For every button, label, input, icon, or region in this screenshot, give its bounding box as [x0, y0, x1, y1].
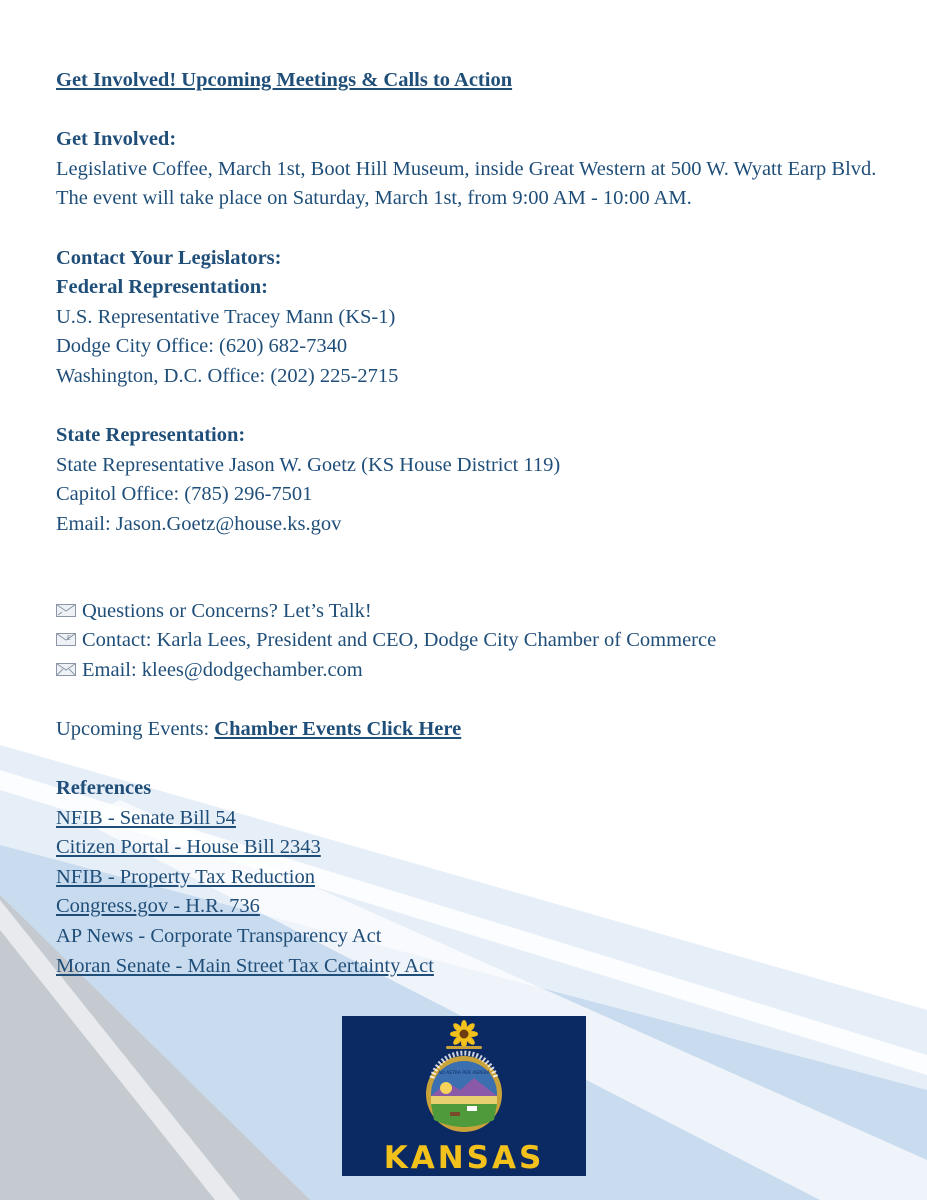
state-seal	[426, 1053, 502, 1132]
upcoming-events	[56, 715, 896, 745]
page-heading: Get Involved! Upcoming Meetings & Calls to Action	[56, 69, 513, 91]
contact-title: Contact Your Legislators:	[56, 246, 282, 269]
get-involved-text: Legislative Coffee, March 1st, Boot Hill Museum, inside Great Western at 500 W. Wyatt Earp Blvd. The event will take place on Saturday, March 1st, from 9:00 AM - 10:00 AM.	[56, 157, 877, 210]
kansas-flag	[342, 1016, 586, 1176]
reference-link-nfib-sb54[interactable]: NFIB - Senate Bill 54	[56, 806, 236, 829]
questions-text: Questions or Concerns? Let’s Talk!	[82, 599, 372, 622]
federal-dc-office: Washington, D.C. Office: (202) 225-2715	[56, 364, 399, 387]
contact-text: Contact: Karla Lees, President and CEO, Dodge City Chamber of Commerce	[82, 629, 717, 652]
references-title: References	[56, 777, 152, 800]
email-text: Email: klees@dodgechamber.com	[82, 658, 363, 681]
state-title: State Representation:	[56, 424, 246, 447]
reference-link-congress-hr736[interactable]: Congress.gov - H.R. 736	[56, 895, 260, 918]
get-involved-title: Get Involved:	[56, 128, 177, 151]
reference-link-nfib-property-tax[interactable]: NFIB - Property Tax Reduction	[56, 865, 315, 888]
sunflower-icon	[446, 1020, 482, 1049]
state-capitol-office: Capitol Office: (785) 296-7501	[56, 483, 313, 506]
federal-rep: U.S. Representative Tracey Mann (KS-1)	[56, 305, 396, 328]
reference-link-citizen-portal[interactable]: Citizen Portal - House Bill 2343	[56, 836, 321, 859]
questions-line	[56, 597, 896, 627]
seal-motto	[438, 1070, 491, 1076]
reference-ap-news: AP News - Corporate Transparency Act	[56, 925, 382, 948]
upcoming-events-label: Upcoming Events:	[56, 717, 215, 740]
chamber-events-link[interactable]: Chamber Events Click Here	[214, 717, 462, 740]
envelope-icon	[56, 663, 76, 675]
state-rep: State Representative Jason W. Goetz (KS House District 119)	[56, 453, 561, 476]
flag-label: KANSAS	[383, 1140, 545, 1176]
state-email: Email: Jason.Goetz@house.ks.gov	[56, 512, 342, 535]
email-line	[56, 656, 896, 686]
federal-dodge-office: Dodge City Office: (620) 682-7340	[56, 335, 348, 358]
incoming-envelope-icon	[56, 604, 76, 616]
document-body	[56, 66, 896, 981]
federal-title: Federal Representation:	[56, 276, 268, 299]
svg-text:AD ASTRA PER ASPERA: AD ASTRA PER ASPERA	[438, 1071, 490, 1076]
svg-text:E: E	[67, 635, 71, 643]
contact-line	[56, 626, 896, 656]
reference-link-moran-senate[interactable]: Moran Senate - Main Street Tax Certainty Act	[56, 954, 434, 977]
e-mail-icon	[56, 633, 76, 645]
